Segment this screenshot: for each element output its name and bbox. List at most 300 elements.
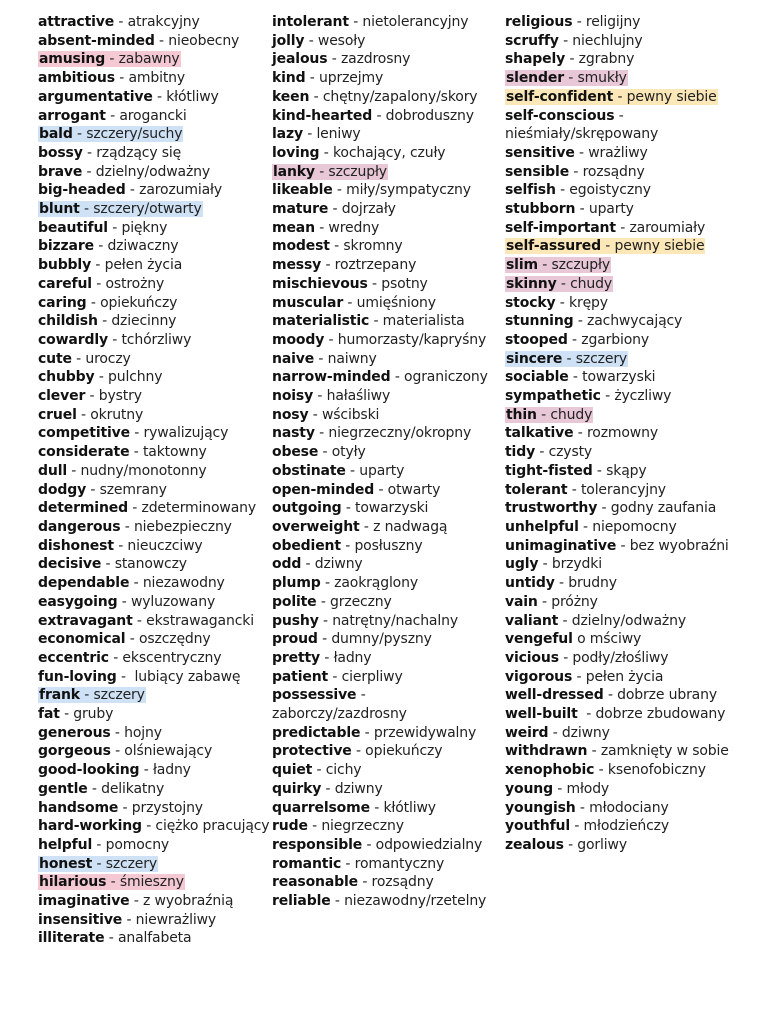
entry-text xyxy=(505,482,666,498)
entry-text xyxy=(272,388,390,404)
polish-translation: psotny xyxy=(381,275,428,292)
polish-translation: dziwny xyxy=(314,556,363,573)
english-word: stooped xyxy=(505,331,568,348)
entry-text xyxy=(38,220,167,236)
vocabulary-entry xyxy=(38,350,270,369)
english-word: generous xyxy=(38,724,111,741)
entry-text xyxy=(505,444,592,460)
vocabulary-entry xyxy=(505,350,763,369)
entry-text xyxy=(505,145,648,161)
vocabulary-entry xyxy=(38,144,270,163)
separator: - xyxy=(316,593,331,610)
vocabulary-entry xyxy=(38,331,270,350)
vocabulary-entry xyxy=(38,686,270,705)
separator: - xyxy=(319,144,333,161)
english-word: self-confident xyxy=(506,88,614,105)
entry-text xyxy=(505,182,651,198)
english-word: slender xyxy=(506,70,564,87)
vocabulary-entry xyxy=(272,275,504,294)
separator: - xyxy=(372,107,386,124)
english-word: tidy xyxy=(505,444,536,461)
english-word: jealous xyxy=(272,51,328,68)
english-word: narrow-minded xyxy=(272,369,391,386)
entry-text xyxy=(272,425,471,441)
polish-translation: dobroduszny xyxy=(385,107,474,124)
vocabulary-entry xyxy=(272,630,504,649)
polish-translation: rozmowny xyxy=(586,425,658,442)
separator: - xyxy=(101,556,115,573)
polish-translation: kłótliwy xyxy=(166,88,219,105)
polish-translation: szczery/suchy xyxy=(86,126,183,143)
english-word: bubbly xyxy=(38,257,92,274)
english-word: self-important xyxy=(505,219,616,236)
separator: - xyxy=(374,481,388,498)
english-word: honest xyxy=(39,855,93,872)
english-word: imaginative xyxy=(38,893,130,910)
separator: - xyxy=(313,388,327,405)
vocabulary-entry xyxy=(505,107,763,144)
vocabulary-entry xyxy=(272,873,504,892)
separator: - xyxy=(538,556,552,573)
vocabulary-entry xyxy=(272,555,504,574)
english-word: easygoing xyxy=(38,593,118,610)
separator: - xyxy=(345,462,360,479)
separator: - xyxy=(129,575,143,592)
entry-text xyxy=(505,762,706,778)
english-word: clever xyxy=(38,388,86,405)
polish-translation: uprzejmy xyxy=(319,70,384,87)
polish-translation: nieśmiały/skrępowany xyxy=(505,126,659,143)
polish-translation: gorliwy xyxy=(577,836,627,853)
english-word: jolly xyxy=(272,32,305,49)
polish-translation: arogancki xyxy=(119,107,187,124)
vocabulary-entry xyxy=(38,499,270,518)
entry-text xyxy=(272,837,482,853)
english-word: quarrelsome xyxy=(272,799,370,816)
entry-text xyxy=(272,51,410,67)
vocabulary-entry xyxy=(38,799,270,818)
english-word: skinny xyxy=(506,275,557,292)
vocabulary-entry xyxy=(272,612,504,631)
entry-text xyxy=(272,631,432,647)
separator: - xyxy=(567,331,582,348)
separator: - xyxy=(369,799,384,816)
polish-translation: cichy xyxy=(325,762,362,779)
polish-translation: stanowczy xyxy=(114,556,187,573)
separator: - xyxy=(87,780,102,797)
polish-translation: skromny xyxy=(343,238,403,255)
vocabulary-entry xyxy=(505,462,763,481)
polish-translation: szczupły xyxy=(551,257,610,274)
english-word: helpful xyxy=(38,836,93,853)
polish-translation: niezawodny xyxy=(142,575,225,592)
polish-translation: dziwaczny xyxy=(107,238,179,255)
english-word: well-built xyxy=(505,706,578,723)
english-word: vengeful xyxy=(505,631,573,648)
vocabulary-entry xyxy=(505,163,763,182)
separator: - xyxy=(573,313,588,330)
vocabulary-entry xyxy=(505,13,763,32)
english-word: vain xyxy=(505,593,538,610)
vocabulary-entry xyxy=(505,761,763,780)
polish-translation: niegrzeczny xyxy=(321,818,404,835)
polish-translation: rządzący się xyxy=(96,144,182,161)
english-word: shapely xyxy=(505,51,566,68)
vocabulary-entry xyxy=(272,107,504,126)
entry-text xyxy=(505,650,668,666)
english-word: kind-hearted xyxy=(272,107,373,124)
vocabulary-entry xyxy=(272,780,504,799)
vocabulary-entry xyxy=(505,331,763,350)
highlighted-entry xyxy=(38,856,158,872)
vocabulary-entry xyxy=(505,724,763,743)
english-word: nasty xyxy=(272,425,315,442)
entry-text xyxy=(38,519,232,535)
separator: - xyxy=(127,500,142,517)
polish-translation: czysty xyxy=(548,444,593,461)
entry-text xyxy=(505,14,640,30)
polish-translation: miły/sympatyczny xyxy=(346,182,471,199)
separator: - xyxy=(603,687,618,704)
english-word: selfish xyxy=(505,182,556,199)
english-word: mature xyxy=(272,201,329,218)
english-word: caring xyxy=(38,294,87,311)
vocabulary-entry xyxy=(38,368,270,387)
polish-translation: zaokrąglony xyxy=(334,575,418,592)
vocabulary-entry xyxy=(505,499,763,518)
vocabulary-entry xyxy=(38,555,270,574)
separator: - xyxy=(314,163,329,180)
english-word: fun-loving xyxy=(38,668,117,685)
english-word: big-headed xyxy=(38,182,126,199)
entry-text xyxy=(272,818,404,834)
english-word: competitive xyxy=(38,425,130,442)
english-word: vigorous xyxy=(505,668,573,685)
vocabulary-entry xyxy=(505,836,763,855)
vocabulary-entry xyxy=(505,32,763,51)
entry-text xyxy=(505,706,725,722)
separator: - xyxy=(578,518,593,535)
vocabulary-entry xyxy=(505,649,763,668)
polish-translation: olśniewający xyxy=(124,743,213,760)
entry-text xyxy=(272,351,377,367)
vocabulary-column-3 xyxy=(505,13,763,855)
vocabulary-entry xyxy=(272,799,504,818)
vocabulary-entry xyxy=(38,518,270,537)
polish-translation: bystry xyxy=(98,388,142,405)
entry-text xyxy=(38,725,162,741)
entry-text xyxy=(272,500,428,516)
english-word: cowardly xyxy=(38,331,108,348)
entry-text xyxy=(505,818,669,834)
separator: - xyxy=(118,799,132,816)
polish-translation: romantyczny xyxy=(354,855,445,872)
english-word: careful xyxy=(38,275,92,292)
polish-translation: materialista xyxy=(382,313,465,330)
entry-text xyxy=(38,556,187,572)
vocabulary-entry xyxy=(272,537,504,556)
vocabulary-entry xyxy=(272,668,504,687)
entry-text xyxy=(505,369,655,385)
entry-text xyxy=(272,108,474,124)
vocabulary-entry xyxy=(505,537,763,556)
english-word: considerate xyxy=(38,444,130,461)
vocabulary-entry xyxy=(272,443,504,462)
polish-translation: skąpy xyxy=(606,462,647,479)
vocabulary-entry xyxy=(505,593,763,612)
vocabulary-entry xyxy=(38,481,270,500)
polish-translation: pewny siebie xyxy=(626,88,717,105)
separator: - xyxy=(317,631,332,648)
entry-text xyxy=(505,295,608,311)
separator: - xyxy=(76,406,91,423)
vocabulary-entry xyxy=(38,574,270,593)
polish-translation: wyluzowany xyxy=(131,593,216,610)
separator: - xyxy=(587,743,601,760)
separator: - xyxy=(330,893,345,910)
english-word: hilarious xyxy=(39,874,107,891)
vocabulary-entry xyxy=(505,181,763,200)
entry-text xyxy=(38,108,187,124)
vocabulary-entry xyxy=(505,481,763,500)
vocabulary-entry xyxy=(272,574,504,593)
english-word: zealous xyxy=(505,836,564,853)
separator: - xyxy=(79,687,94,704)
separator: - xyxy=(108,649,123,666)
entry-text xyxy=(38,407,143,423)
highlighted-entry xyxy=(38,687,146,703)
separator: - xyxy=(351,743,366,760)
polish-translation: szczupły xyxy=(328,163,387,180)
separator: - xyxy=(318,612,333,629)
vocabulary-entry xyxy=(38,69,270,88)
separator: - xyxy=(327,51,341,68)
separator: - xyxy=(141,818,156,835)
english-word: proud xyxy=(272,631,318,648)
entry-text xyxy=(38,762,191,778)
english-word: ugly xyxy=(505,556,539,573)
separator: - xyxy=(86,481,100,498)
separator: - xyxy=(79,201,94,218)
english-word: naive xyxy=(272,350,315,367)
separator: - xyxy=(302,126,317,143)
entry-text xyxy=(505,613,686,629)
english-word: predictable xyxy=(272,724,361,741)
english-word: dangerous xyxy=(38,518,121,535)
entry-text xyxy=(505,743,729,759)
english-word: argumentative xyxy=(38,88,153,105)
separator: - xyxy=(328,668,342,685)
english-word: overweight xyxy=(272,518,360,535)
entry-text xyxy=(38,145,181,161)
entry-text xyxy=(272,89,477,105)
entry-text xyxy=(38,669,240,685)
vocabulary-entry xyxy=(38,780,270,799)
polish-translation: przystojny xyxy=(131,799,203,816)
vocabulary-entry xyxy=(38,424,270,443)
polish-translation: ładny xyxy=(152,762,191,779)
vocabulary-entry xyxy=(505,219,763,238)
entry-text xyxy=(38,89,219,105)
english-word: responsible xyxy=(272,836,363,853)
vocabulary-entry xyxy=(272,69,504,88)
separator: - xyxy=(116,668,135,685)
polish-translation: humorzasty/kapryśny xyxy=(337,331,487,348)
english-word: messy xyxy=(272,257,322,274)
entry-text xyxy=(38,444,207,460)
entry-text xyxy=(38,930,191,946)
english-word: muscular xyxy=(272,294,344,311)
polish-translation: chętny/zapalony/skory xyxy=(322,88,478,105)
vocabulary-entry xyxy=(38,742,270,761)
polish-translation: hojny xyxy=(124,724,162,741)
entry-text xyxy=(38,594,215,610)
entry-text xyxy=(272,463,404,479)
entry-text xyxy=(505,463,647,479)
vocabulary-entry xyxy=(505,294,763,313)
polish-translation: uroczy xyxy=(85,350,131,367)
separator: - xyxy=(360,724,374,741)
english-word: chubby xyxy=(38,369,95,386)
polish-translation: leniwy xyxy=(316,126,361,143)
vocabulary-entry xyxy=(272,125,504,144)
vocabulary-entry xyxy=(505,518,763,537)
separator: - xyxy=(324,331,338,348)
separator: - xyxy=(332,182,347,199)
english-word: self-conscious xyxy=(505,107,615,124)
separator: - xyxy=(92,836,106,853)
separator: - xyxy=(570,818,584,835)
separator: - xyxy=(600,238,615,255)
entry-text xyxy=(38,631,211,647)
english-word: determined xyxy=(38,500,128,517)
polish-translation: krępy xyxy=(569,294,608,311)
english-word: rude xyxy=(272,818,308,835)
separator: - xyxy=(358,874,372,891)
separator: - xyxy=(592,462,607,479)
polish-translation: niewrażliwy xyxy=(135,911,217,928)
vocabulary-entry xyxy=(272,836,504,855)
vocabulary-entry xyxy=(272,761,504,780)
english-word: likeable xyxy=(272,182,333,199)
separator: - xyxy=(568,369,583,386)
vocabulary-entry xyxy=(38,761,270,780)
polish-translation: zgrabny xyxy=(578,51,635,68)
polish-translation: zabawny xyxy=(118,51,180,68)
polish-translation: otyły xyxy=(331,444,366,461)
separator: - xyxy=(552,780,567,797)
entry-text xyxy=(272,650,371,666)
english-word: stocky xyxy=(505,294,556,311)
english-word: talkative xyxy=(505,425,574,442)
highlighted-entry xyxy=(272,164,388,180)
english-word: economical xyxy=(38,631,126,648)
english-word: sociable xyxy=(505,369,569,386)
english-word: unimaginative xyxy=(505,537,617,554)
english-word: dishonest xyxy=(38,537,114,554)
english-word: sincere xyxy=(506,350,563,367)
entry-text xyxy=(38,818,269,834)
entry-text xyxy=(38,388,142,404)
separator: - xyxy=(309,88,323,105)
english-word: lanky xyxy=(273,163,315,180)
english-word: nosy xyxy=(272,406,309,423)
vocabulary-entry xyxy=(272,742,504,761)
vocabulary-entry xyxy=(505,406,763,425)
vocabulary-entry xyxy=(38,705,270,724)
english-word: pushy xyxy=(272,612,319,629)
english-word: xenophobic xyxy=(505,762,595,779)
separator: - xyxy=(367,275,382,292)
polish-translation: lubiący zabawę xyxy=(134,668,241,685)
separator: - xyxy=(107,219,122,236)
separator: - xyxy=(575,201,589,218)
english-word: withdrawn xyxy=(505,743,588,760)
polish-translation: z wyobraźnią xyxy=(143,893,234,910)
polish-translation: opiekuńczy xyxy=(365,743,443,760)
separator: - xyxy=(71,350,86,367)
separator: - xyxy=(613,88,627,105)
entry-text xyxy=(505,33,643,49)
english-word: pretty xyxy=(272,649,321,666)
entry-text xyxy=(272,556,363,572)
english-word: dull xyxy=(38,462,67,479)
separator: - xyxy=(343,294,357,311)
separator: - xyxy=(320,575,335,592)
polish-translation: wredny xyxy=(328,219,380,236)
polish-translation: dojrzały xyxy=(341,201,396,218)
polish-translation: posłuszny xyxy=(354,537,423,554)
separator: - xyxy=(572,668,586,685)
vocabulary-entry xyxy=(38,181,270,200)
separator: - xyxy=(117,593,131,610)
english-word: noisy xyxy=(272,388,314,405)
polish-translation: smukły xyxy=(577,70,627,87)
polish-translation: delikatny xyxy=(101,780,165,797)
polish-translation: szczery/otwarty xyxy=(93,201,202,218)
english-word: gentle xyxy=(38,780,88,797)
separator: - xyxy=(574,144,589,161)
separator: - xyxy=(359,518,374,535)
entry-text xyxy=(272,893,486,909)
english-word: handsome xyxy=(38,799,119,816)
polish-translation: zgarbiony xyxy=(581,331,649,348)
separator: - xyxy=(328,201,342,218)
vocabulary-entry xyxy=(272,200,504,219)
english-word: reasonable xyxy=(272,874,359,891)
vocabulary-entry xyxy=(38,13,270,32)
separator: - xyxy=(614,107,628,124)
english-word: youngish xyxy=(505,799,576,816)
entry-text xyxy=(38,313,176,329)
entry-text xyxy=(272,444,366,460)
separator: - xyxy=(554,575,569,592)
english-word: romantic xyxy=(272,855,342,872)
separator: - xyxy=(105,107,120,124)
vocabulary-entry xyxy=(272,406,504,425)
entry-text xyxy=(38,781,164,797)
polish-translation: zdeterminowany xyxy=(141,500,257,517)
english-word: dependable xyxy=(38,575,130,592)
vocabulary-column-1 xyxy=(38,13,270,948)
english-word: arrogant xyxy=(38,107,106,124)
separator: - xyxy=(314,219,329,236)
entry-text xyxy=(505,388,671,404)
separator: - xyxy=(577,706,596,723)
vocabulary-entry xyxy=(272,855,504,874)
polish-translation: ograniczony xyxy=(404,369,488,386)
entry-text xyxy=(505,519,677,535)
